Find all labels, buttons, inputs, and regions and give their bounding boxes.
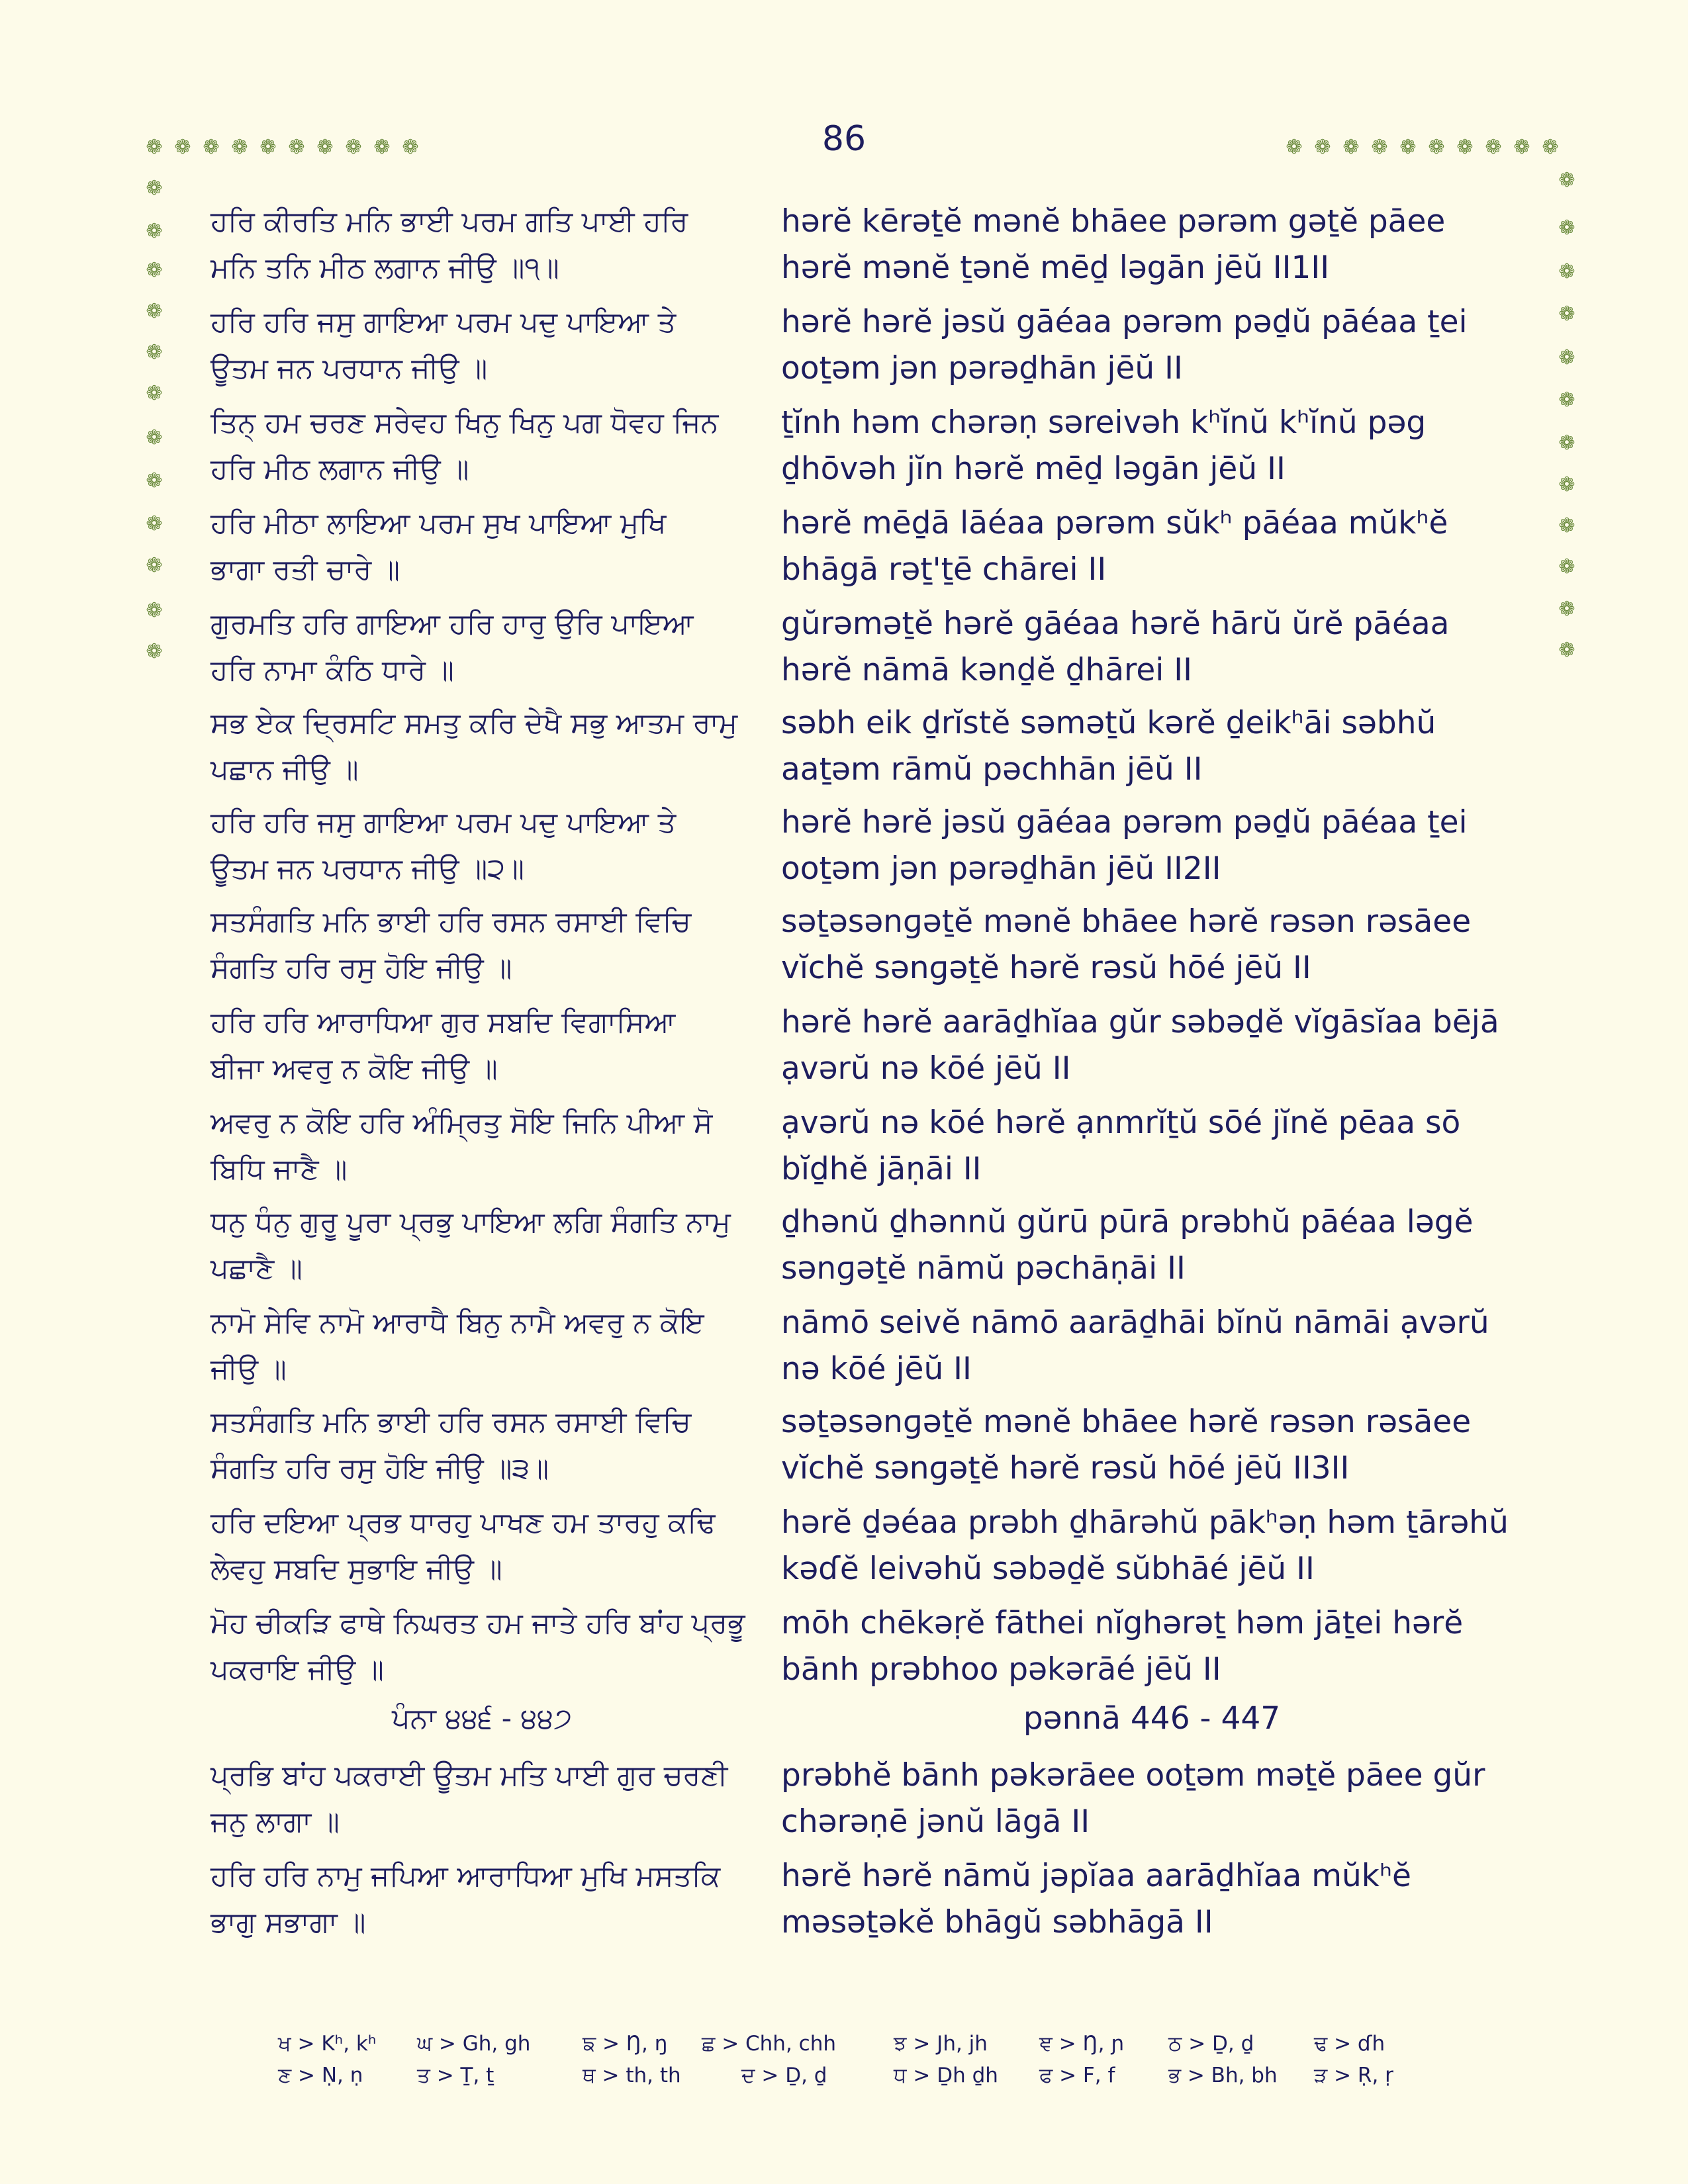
flower-ornament-icon: ❁ (1428, 136, 1445, 159)
gurmukhi-line: ਬਿਧਿ ਜਾਣੈ ॥ (211, 1153, 348, 1186)
gurmukhi-line: ਹਰਿ ਮੀਠਾ ਲਾਇਆ ਪਰਮ ਸੁਖ ਪਾਇਆ ਮੁਖਿ (211, 507, 667, 540)
legend-item: ਫ > F, f (1039, 2064, 1115, 2087)
legend-item: ਤ > Ṯ, ṯ (417, 2064, 494, 2087)
transliteration-line: chərəṇē jənŭ lāgā II (781, 1803, 1090, 1840)
transliteration-line: prəbhĕ bānh pəkərāee ooṯəm məṯĕ pāee gŭr (781, 1757, 1485, 1794)
legend-item: ਛ > Chh, chh (702, 2032, 837, 2056)
gurmukhi-line: ਭਾਗੁ ਸਭਾਗਾ ॥ (211, 1906, 366, 1939)
gurmukhi-line: ਗੁਰਮਤਿ ਹਰਿ ਗਾਇਆ ਹਰਿ ਹਾਰੁ ਉਰਿ ਪਾਇਆ (211, 608, 694, 641)
page-reference-gurmukhi: ਪੰਨਾ ੪੪੬ - ੪੪੭ (391, 1702, 573, 1735)
legend-item: ਦ > Ḏ, ḏ (741, 2064, 827, 2087)
gurmukhi-line: ਪਕਰਾਇ ਜੀਉ ॥ (211, 1653, 384, 1686)
flower-ornament-icon: ❁ (1542, 136, 1559, 159)
transliteration-line: nāmō seivĕ nāmō aarāḏhāi bĭnŭ nāmāi ạvərŭ (781, 1304, 1489, 1341)
gurmukhi-line: ਹਰਿ ਹਰਿ ਜਸੁ ਗਾਇਆ ਪਰਮ ਪਦੁ ਪਾਇਆ ਤੇ (211, 306, 677, 339)
flower-ornament-icon: ❁ (316, 136, 334, 159)
gurmukhi-line: ਊਤਮ ਜਨ ਪਰਧਾਨ ਜੀਉ ॥੨॥ (211, 852, 525, 886)
legend-item: ਞ > Ŋ, ɲ (1039, 2032, 1125, 2056)
transliteration-line: hərĕ hərĕ jəsŭ gāéaa pərəm pəḏŭ pāéaa ṯei (781, 304, 1468, 340)
transliteration-line: nə kōé jēŭ II (781, 1351, 972, 1387)
transliteration-line: bĭḏhĕ jāṇāi II (781, 1151, 982, 1187)
flower-ornament-icon: ❁ (1558, 639, 1575, 662)
legend-row (278, 2032, 1470, 2064)
flower-ornament-icon: ❁ (1558, 555, 1575, 578)
transliteration-line: bhāgā rəṯ'ṯē chārei II (781, 551, 1107, 588)
gurmukhi-line: ਨਾਮੋ ਸੇਵਿ ਨਾਮੋ ਆਰਾਧੈ ਬਿਨੁ ਨਾਮੈ ਅਵਰੁ ਨ ਕੋਇ (211, 1306, 704, 1340)
transliteration-line: gŭrəməṯĕ hərĕ gāéaa hərĕ hārŭ ŭrĕ pāéaa (781, 606, 1450, 642)
page-number: 86 (821, 119, 867, 159)
transliteration-line: hərĕ mənĕ ṯənĕ mēḏ ləgān jēŭ II1II (781, 250, 1330, 286)
flower-ornament-icon: ❁ (146, 640, 163, 663)
legend-item: ਢ > ɗh (1314, 2032, 1385, 2056)
transliteration-line: hərĕ nāmā kənḏĕ ḏhārei II (781, 652, 1192, 688)
flower-ornament-icon: ❁ (1314, 136, 1331, 159)
gurmukhi-line: ਸੰਗਤਿ ਹਰਿ ਰਸੁ ਹੋਇ ਜੀਉ ॥ (211, 952, 512, 985)
transliteration-line: hərĕ hərĕ aarāḏhĭaa gŭr səbəḏĕ vĭgāsĭaa bējā (781, 1004, 1499, 1040)
transliteration-line: ḏhənŭ ḏhənnŭ gŭrū pūrā prəbhŭ pāéaa ləgĕ (781, 1204, 1474, 1240)
flower-ornament-icon: ❁ (345, 136, 362, 159)
flower-ornament-icon: ❁ (1371, 136, 1388, 159)
flower-ornament-icon: ❁ (1558, 169, 1575, 192)
gurmukhi-line: ਪਛਾਣੈ ॥ (211, 1252, 303, 1285)
flower-ornament-icon: ❁ (146, 300, 163, 323)
gurmukhi-line: ਮੋਹ ਚੀਕੜਿ ਫਾਥੇ ਨਿਘਰਤ ਹਮ ਜਾਤੇ ਹਰਿ ਬਾਂਹ ਪ੍ਰਭੂ (211, 1607, 745, 1640)
flower-ornament-icon: ❁ (1342, 136, 1360, 159)
legend-item: ਣ > Ṇ, ṇ (278, 2064, 363, 2087)
legend-item: ਥ > th, th (583, 2064, 681, 2087)
transliteration-legend (278, 2032, 1470, 2095)
legend-item: ਖ > Kʰ, kʰ (278, 2032, 377, 2056)
transliteration-line: səbh eik ḏrĭstĕ səməṯŭ kərĕ ḏeikʰāi səbhŭ (781, 705, 1436, 741)
flower-ornament-icon: ❁ (146, 177, 163, 200)
gurmukhi-line: ਜੀਉ ॥ (211, 1353, 287, 1386)
legend-item: ਘ > Gh, gh (417, 2032, 531, 2056)
transliteration-line: ạvərŭ nə kōé jēŭ II (781, 1050, 1071, 1087)
transliteration-line: kəɗĕ leivəhŭ səbəḏĕ sŭbhāé jēŭ II (781, 1551, 1315, 1587)
gurmukhi-line: ਪ੍ਰਭਿ ਬਾਂਹ ਪਕਰਾਈ ਊਤਮ ਮਤਿ ਪਾਈ ਗੁਰ ਚਰਣੀ (211, 1759, 728, 1792)
flower-ornament-icon: ❁ (259, 136, 277, 159)
flower-ornament-icon: ❁ (174, 136, 191, 159)
transliteration-line: hərĕ hərĕ jəsŭ gāéaa pərəm pəḏŭ pāéaa ṯei (781, 804, 1468, 841)
gurmukhi-line: ਹਰਿ ਹਰਿ ਨਾਮੁ ਜਪਿਆ ਆਰਾਧਿਆ ਮੁਖਿ ਮਸਤਕਿ (211, 1860, 721, 1893)
transliteration-line: səṯəsənɡəṯĕ mənĕ bhāee hərĕ rəsən rəsāee (781, 1404, 1472, 1440)
flower-ornament-icon: ❁ (1485, 136, 1502, 159)
flower-ornament-icon: ❁ (1558, 514, 1575, 537)
flower-ornament-icon: ❁ (1558, 598, 1575, 621)
transliteration-line: məsəṯəkĕ bhāgŭ səbhāgā II (781, 1904, 1213, 1940)
gurmukhi-line: ਪਛਾਨ ਜੀਉ ॥ (211, 753, 359, 786)
flower-ornament-icon: ❁ (146, 341, 163, 364)
flower-ornament-icon: ❁ (402, 136, 419, 159)
transliteration-line: ooṯəm jən pərəḏhān jēŭ II2II (781, 850, 1221, 887)
flower-ornament-icon: ❁ (146, 259, 163, 282)
flower-ornament-icon: ❁ (146, 382, 163, 405)
gurmukhi-line: ਹਰਿ ਕੀਰਤਿ ਮਨਿ ਭਾਈ ਪਰਮ ਗਤਿ ਪਾਈ ਹਰਿ (211, 205, 688, 238)
gurmukhi-line: ਸਭ ਏਕ ਦ੍ਰਿਸਟਿ ਸਮਤੁ ਕਰਿ ਦੇਖੈ ਸਭੁ ਆਤਮ ਰਾਮੁ (211, 707, 738, 740)
flower-ornament-icon: ❁ (146, 599, 163, 622)
legend-item: ਭ > Bh, bh (1168, 2064, 1278, 2087)
flower-ornament-icon: ❁ (231, 136, 248, 159)
transliteration-line: vĭchĕ sənɡəṯĕ hərĕ rəsŭ hōé jēŭ II3II (781, 1450, 1350, 1486)
gurmukhi-line: ਹਰਿ ਹਰਿ ਆਰਾਧਿਆ ਗੁਰ ਸਬਦਿ ਵਿਗਾਸਿਆ (211, 1006, 676, 1039)
gurmukhi-line: ਬੀਜਾ ਅਵਰੁ ਨ ਕੋਇ ਜੀਉ ॥ (211, 1052, 498, 1085)
flower-ornament-icon: ❁ (146, 220, 163, 243)
flower-ornament-icon: ❁ (146, 426, 163, 449)
flower-ornament-icon: ❁ (203, 136, 220, 159)
flower-ornament-icon: ❁ (1558, 473, 1575, 496)
gurmukhi-line: ਭਾਗਾ ਰਤੀ ਚਾਰੇ ॥ (211, 553, 400, 586)
gurmukhi-line: ਹਰਿ ਮੀਠ ਲਗਾਨ ਜੀਉ ॥ (211, 453, 469, 486)
gurmukhi-line: ਮਨਿ ਤਨਿ ਮੀਠ ਲਗਾਨ ਜੀਉ ॥੧॥ (211, 251, 559, 285)
transliteration-line: ṯĭnh həm chərəṇ səreivəh kʰĭnŭ kʰĭnŭ pəg (781, 404, 1427, 441)
flower-ornament-icon: ❁ (1558, 216, 1575, 240)
flower-ornament-icon: ❁ (1456, 136, 1474, 159)
gurmukhi-line: ਊਤਮ ਜਨ ਪਰਧਾਨ ਜੀਉ ॥ (211, 352, 488, 385)
transliteration-line: hərĕ mēḏā lāéaa pərəm sŭkʰ pāéaa mŭkʰĕ (781, 505, 1448, 541)
legend-item: ਠ > Ḏ, ḏ (1168, 2032, 1254, 2056)
legend-row (278, 2064, 1470, 2095)
flower-ornament-icon: ❁ (1558, 260, 1575, 283)
legend-item: ਙ > Ŋ, ŋ (583, 2032, 668, 2056)
flower-ornament-icon: ❁ (1286, 136, 1303, 159)
flower-ornament-icon: ❁ (1558, 346, 1575, 369)
gurmukhi-line: ਸਤਸੰਗਤਿ ਮਨਿ ਭਾਈ ਹਰਿ ਰਸਨ ਰਸਾਈ ਵਿਚਿ (211, 1406, 691, 1439)
gurmukhi-line: ਹਰਿ ਦਇਆ ਪ੍ਰਭ ਧਾਰਹੁ ਪਾਖਣ ਹਮ ਤਾਰਹੁ ਕਢਿ (211, 1506, 716, 1539)
transliteration-line: hərĕ hərĕ nāmŭ jəpĭaa aarāḏhĭaa mŭkʰĕ (781, 1858, 1411, 1894)
legend-item: ਝ > Jh, jh (894, 2032, 988, 2056)
gurmukhi-line: ਸੰਗਤਿ ਹਰਿ ਰਸੁ ਹੋਇ ਜੀਉ ॥੩॥ (211, 1452, 549, 1485)
flower-ornament-icon: ❁ (146, 554, 163, 577)
transliteration-line: bānh prəbhoo pəkərāé jēŭ II (781, 1651, 1221, 1688)
transliteration-line: sənɡəṯĕ nāmŭ pəchāṇāi II (781, 1250, 1186, 1287)
transliteration-line: aaṯəm rāmŭ pəchhān jēŭ II (781, 751, 1203, 788)
flower-ornament-icon: ❁ (1399, 136, 1417, 159)
flower-ornament-icon: ❁ (1558, 302, 1575, 326)
flower-ornament-icon: ❁ (146, 469, 163, 492)
flower-ornament-icon: ❁ (288, 136, 305, 159)
flower-ornament-icon: ❁ (1558, 388, 1575, 412)
transliteration-line: səṯəsənɡəṯĕ mənĕ bhāee hərĕ rəsən rəsāee (781, 903, 1472, 940)
flower-ornament-icon: ❁ (373, 136, 391, 159)
gurmukhi-line: ਹਰਿ ਹਰਿ ਜਸੁ ਗਾਇਆ ਪਰਮ ਪਦੁ ਪਾਇਆ ਤੇ (211, 806, 677, 839)
legend-item: ੜ > Ṛ, ṛ (1314, 2064, 1393, 2087)
gurmukhi-line: ਲੇਵਹੁ ਸਬਦਿ ਸੁਭਾਇ ਜੀਉ ॥ (211, 1553, 502, 1586)
gurmukhi-line: ਧਨੁ ਧੰਨੁ ਗੁਰੂ ਪੂਰਾ ਪ੍ਰਭੁ ਪਾਇਆ ਲਗਿ ਸੰਗਤਿ ਨਾਮੁ (211, 1206, 731, 1239)
transliteration-line: hərĕ ḏəéaa prəbh ḏhārəhŭ pākʰəṇ həm ṯārəhŭ (781, 1504, 1509, 1541)
legend-item: ਧ > Ḏh ḏh (894, 2064, 998, 2087)
gurmukhi-line: ਸਤਸੰਗਤਿ ਮਨਿ ਭਾਈ ਹਰਿ ਰਸਨ ਰਸਾਈ ਵਿਚਿ (211, 905, 691, 938)
transliteration-line: ạvərŭ nə kōé hərĕ ạnmrĭṯŭ sōé jĭnĕ pēaa sō (781, 1105, 1461, 1141)
flower-ornament-icon: ❁ (1558, 432, 1575, 455)
gurmukhi-line: ਹਰਿ ਨਾਮਾ ਕੰਠਿ ਧਾਰੇ ॥ (211, 654, 454, 687)
transliteration-line: vĭchĕ sənɡəṯĕ hərĕ rəsŭ hōé jēŭ II (781, 950, 1311, 986)
page-reference-transliteration: pənnā 446 - 447 (1023, 1700, 1281, 1737)
transliteration-line: ooṯəm jən pərəḏhān jēŭ II (781, 350, 1183, 387)
transliteration-line: ḏhōvəh jĭn hərĕ mēḏ ləgān jēŭ II (781, 451, 1286, 487)
gurmukhi-line: ਤਿਨ੍ ਹਮ ਚਰਣ ਸਰੇਵਹ ਖਿਨੁ ਖਿਨੁ ਪਗ ਧੋਵਹ ਜਿਨ (211, 406, 719, 439)
transliteration-line: hərĕ kērəṯĕ mənĕ bhāee pərəm gəṯĕ pāee (781, 203, 1446, 240)
flower-ornament-icon: ❁ (1513, 136, 1530, 159)
transliteration-line: mōh chēkəṛĕ fāthei nĭghərəṯ həm jāṯei hərĕ (781, 1605, 1464, 1641)
flower-ornament-icon: ❁ (146, 512, 163, 535)
gurmukhi-line: ਜਨੁ ਲਾਗਾ ॥ (211, 1805, 340, 1839)
flower-ornament-icon: ❁ (146, 136, 163, 159)
gurmukhi-line: ਅਵਰੁ ਨ ਕੋਇ ਹਰਿ ਅੰਮ੍ਰਿਤੁ ਸੋਇ ਜਿਨਿ ਪੀਆ ਸੋ (211, 1107, 713, 1140)
